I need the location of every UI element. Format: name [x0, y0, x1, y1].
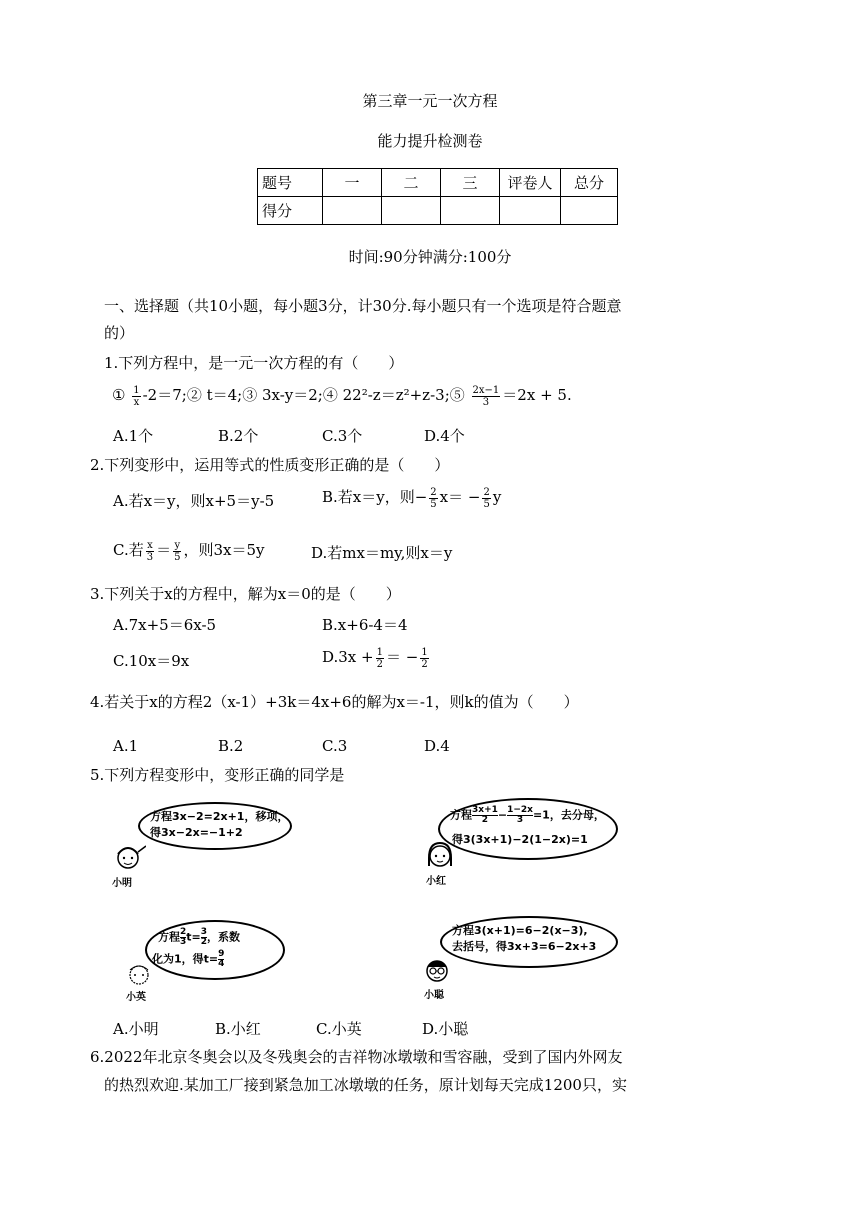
question-6-line: 的热烈欢迎.某加工厂接到紧急加工冰墩墩的任务，原计划每天完成1200只，实 [104, 1076, 627, 1094]
score-cell [441, 197, 500, 225]
speech-text: 得3x−2x=−1+2 [150, 826, 243, 839]
speech-text: 得3(3x+1)−2(1−2x)=1 [452, 833, 588, 846]
fraction: $\frac{1}{x}$ [133, 384, 140, 408]
speech-text: 方程3x−2=2x+1，移项， [150, 810, 289, 823]
fraction: $\frac{2}{3}$ [180, 927, 187, 947]
q1-text: ＝2x + 5. [502, 386, 572, 404]
option-b: B.2 [218, 737, 244, 755]
score-table-header-cell: 二 [382, 169, 441, 197]
question-2-stem: 2.下列变形中，运用等式的性质变形正确的是（ ） [90, 456, 450, 474]
score-table-header-row [258, 169, 618, 197]
question-5-stem: 5.下列方程变形中，变形正确的同学是 [90, 766, 345, 784]
speech-text: 方程3(x+1)=6−2(x−3), [452, 924, 588, 937]
option-a: A.若x＝y，则x+5＝y-5 [113, 492, 275, 510]
option-b: B.若x＝y，则− $\frac{2}{5}$ x＝ − $\frac{2}{5}$ y [322, 486, 502, 510]
option-c: C.小英 [316, 1020, 362, 1038]
question-1-equations [112, 384, 572, 408]
page-subtitle: 能力提升检测卷 [377, 132, 483, 150]
score-table-header-cell: 总分 [561, 169, 618, 197]
speech-text: 化为1，得t= $\frac{9}{4}$ [152, 949, 225, 969]
option-a: A.1个 [113, 427, 154, 445]
option-a: A.小明 [113, 1020, 159, 1038]
question-4-stem: 4.若关于x的方程2（x-1）+3k＝4x+6的解为x＝-1，则k的值为（ ） [90, 693, 579, 711]
fraction: $\frac{1-2x}{3}$ [507, 805, 533, 825]
question-3-stem: 3.下列关于x的方程中，解为x＝0的是（ ） [90, 585, 401, 603]
student-name: 小英 [126, 992, 146, 1003]
score-cell [382, 197, 441, 225]
fraction: $\frac{2x-1}{3}$ [472, 384, 500, 408]
option-b: B.小红 [215, 1020, 261, 1038]
option-c: C.若 $\frac{x}{3}$ ＝ $\frac{y}{5}$ ，则3x＝5y [113, 539, 265, 563]
question-6-line: 6.2022年北京冬奥会以及冬残奥会的吉祥物冰墩墩和雪容融，受到了国内外网友 [90, 1048, 623, 1066]
boy-glasses-face-icon [420, 952, 454, 986]
option-a: A.7x+5＝6x-5 [113, 616, 217, 634]
fraction: $\frac{y}{5}$ [174, 539, 181, 563]
fraction: $\frac{9}{4}$ [218, 949, 225, 969]
fraction: $\frac{1}{2}$ [376, 646, 383, 670]
option-c: C.3个 [322, 427, 363, 445]
score-table [257, 168, 618, 225]
option-b: B.x+6-4＝4 [322, 616, 408, 634]
student-name: 小聪 [424, 990, 444, 1001]
option-c: C.10x＝9x [113, 652, 190, 670]
student-name: 小明 [112, 878, 132, 889]
score-cell [561, 197, 618, 225]
score-table-header-cell: 评卷人 [500, 169, 561, 197]
fraction: $\frac{3x+1}{2}$ [472, 805, 498, 825]
score-table-header-cell: 三 [441, 169, 500, 197]
option-b: B.2个 [218, 427, 259, 445]
fraction: $\frac{3}{2}$ [200, 927, 208, 947]
score-cell [500, 197, 561, 225]
option-d: D.3x + $\frac{1}{2}$ ＝ − $\frac{1}{2}$ [322, 646, 428, 670]
score-cell [323, 197, 382, 225]
girl-face-icon [122, 958, 156, 990]
speech-text: 去括号，得3x+3=6−2x+3 [452, 940, 597, 953]
speech-text: 方程 $\frac{3x+1}{2}-$ $\frac{1-2x}{3}=1$，去分母， [450, 805, 605, 825]
option-d: D.4 [424, 737, 450, 755]
option-d: D.4个 [424, 427, 465, 445]
student-name: 小红 [426, 876, 446, 887]
fraction: $\frac{2}{5}$ [483, 486, 490, 510]
fraction: $\frac{2}{5}$ [430, 486, 437, 510]
option-d: D.若mx＝my,则x＝y [311, 544, 453, 562]
speech-text: 方程 $\frac{2}{3}t=$ $\frac{3}{2}$，系数 [158, 927, 241, 947]
boy-face-icon [110, 838, 146, 874]
score-table-header-cell: 题号 [258, 169, 323, 197]
score-table-header-cell: 一 [323, 169, 382, 197]
fraction: $\frac{x}{3}$ [146, 539, 154, 563]
section-heading-cont: 的） [104, 324, 135, 342]
section-heading: 一、选择题（共10小题，每小题3分，计30分.每小题只有一个选项是符合题意 [104, 297, 622, 315]
option-c: C.3 [322, 737, 348, 755]
score-table-row-label: 得分 [258, 197, 323, 225]
fraction: $\frac{1}{2}$ [421, 646, 428, 670]
option-d: D.小聪 [422, 1020, 469, 1038]
question-1-stem: 1.下列方程中，是一元一次方程的有（ ） [104, 354, 404, 372]
page-title: 第三章一元一次方程 [362, 92, 498, 110]
q1-text: -2＝7;② t＝4;③ 3x-y＝2;④ 22²-z＝z²+z-3;⑤ [142, 386, 465, 404]
time-info: 时间:90分钟满分:100分 [348, 248, 512, 266]
q1-text: ① [112, 386, 126, 404]
score-table-score-row [258, 197, 618, 225]
option-a: A.1 [113, 737, 139, 755]
